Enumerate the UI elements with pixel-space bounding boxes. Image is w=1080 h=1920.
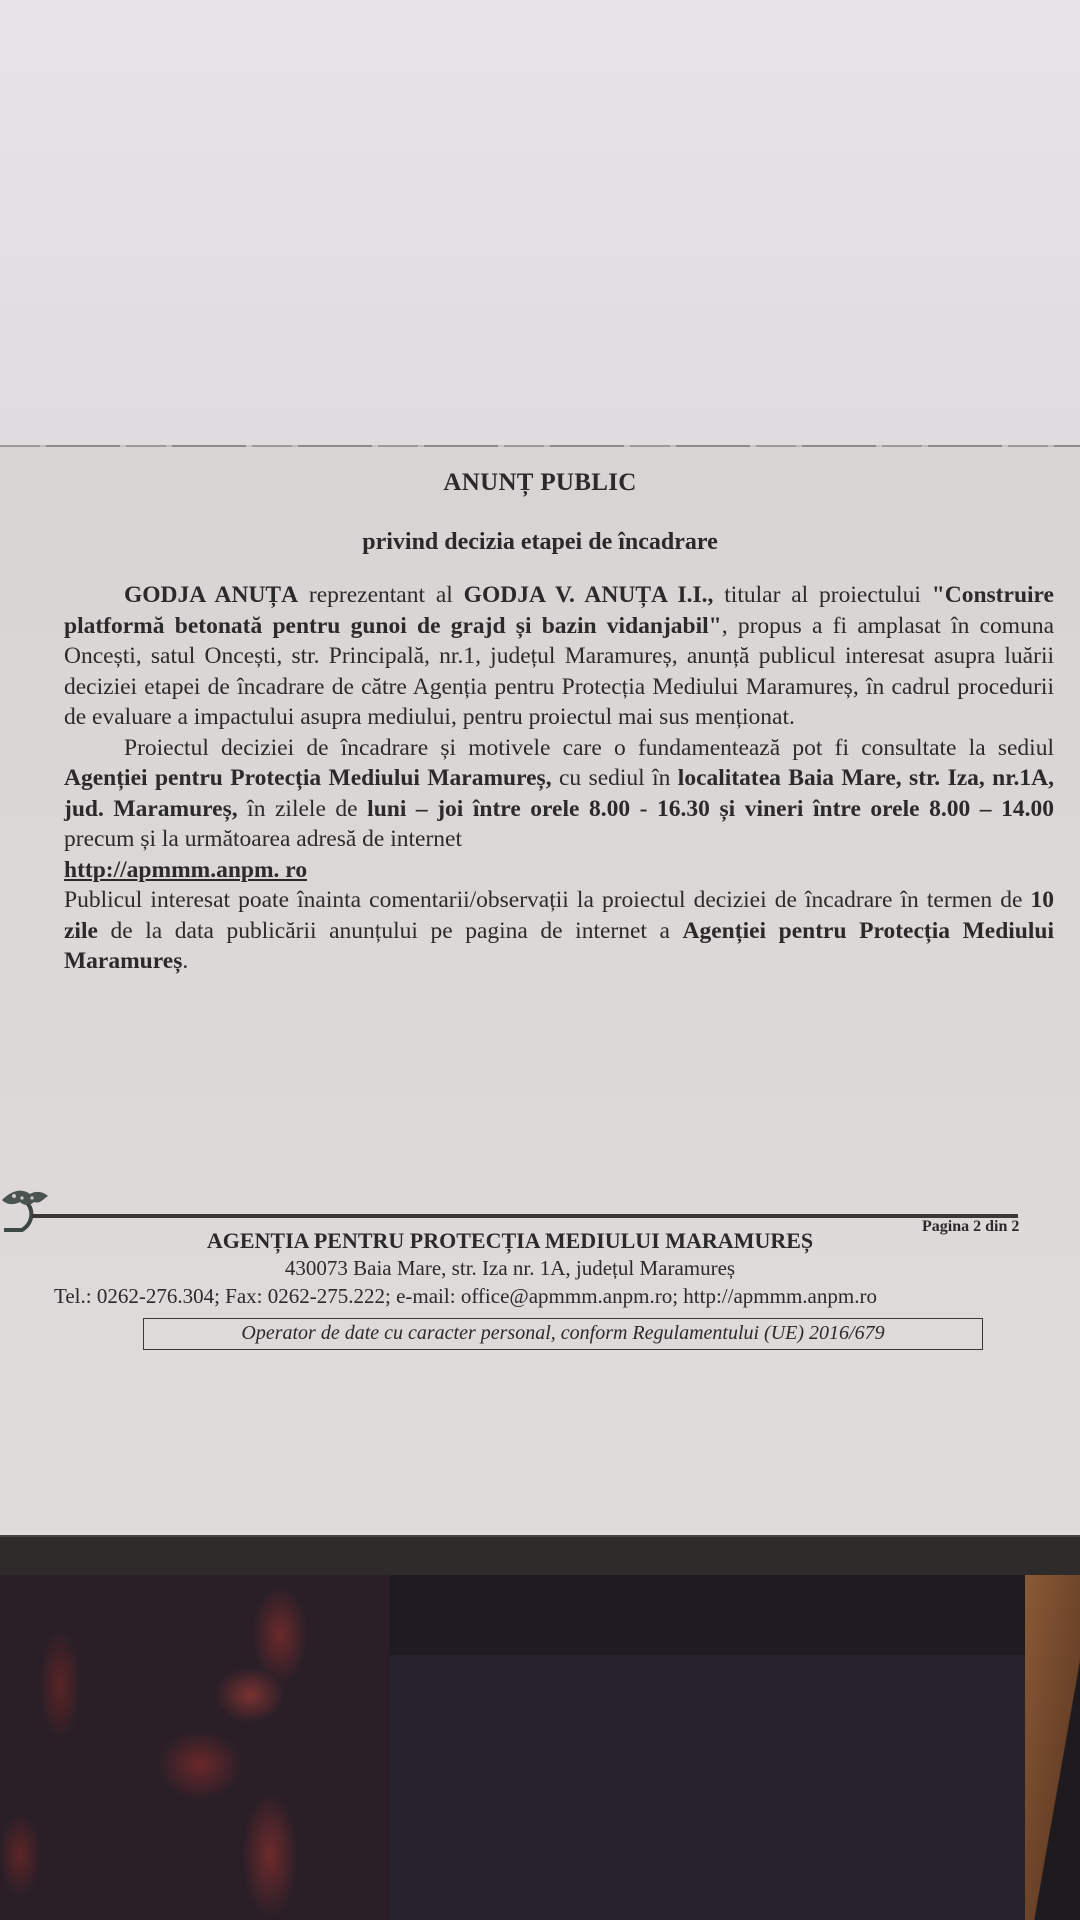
paper-stack-edge (0, 1535, 1080, 1575)
agency-name: Agenției pentru Protecția Mediului Maramureș, (64, 765, 552, 791)
agency-url-link[interactable]: http://apmmm.anpm. ro (64, 856, 308, 883)
page-number: Pagina 2 din 2 (922, 1218, 1020, 1235)
footer-divider (32, 1214, 1018, 1218)
page-title: ANUNȚ PUBLIC (443, 469, 637, 496)
agency-tree-logo-icon (0, 1160, 50, 1232)
agency-location: localitatea Baia Mare, str. Iza, nr.1A, jud. Maramureș, (64, 765, 1055, 822)
shadow (390, 1575, 1040, 1655)
notice-body (64, 580, 1054, 977)
paper-top-blank (0, 0, 1080, 448)
footer-address: 430073 Baia Mare, str. Iza nr. 1A, județul Maramureș (284, 1256, 736, 1280)
background-fabric (0, 1575, 1080, 1920)
office-schedule: luni – joi între orele 8.00 - 16.30 și vineri între orele 8.00 – 14.00 (367, 795, 1054, 822)
paragraph-comments: Publicul interesat poate înainta comentarii/observații la proiectul deciziei de încadrare în termen de 10 zile de la data publicării anunțului pe pagina de internet a Agenției pentru Protecția Mediului Maramureș. (64, 887, 1054, 974)
footer-contact: Tel.: 0262-276.304; Fax: 0262-275.222; e-mail: office@apmmm.anpm.ro; http://apmmm.anpm.ro (54, 1284, 877, 1308)
wooden-surface (1025, 1575, 1080, 1920)
paragraph-announcement: GODJA ANUȚA reprezentant al GODJA V. ANUȚA I.I., titular al proiectului "Construire platformă betonată pentru gunoi de grajd și bazin vidanjabil", propus a fi amplasat în comuna Oncești, satul Oncești, str. Principală, nr.1, județul Maramureș, anunță publicul interesat asupra luării deciziei etapei de încadrare de către Agenția pentru Protecția Mediului Maramureș, în cadrul procedurii de evaluare a impactului asupra mediului, pentru proiectul mai sus menționat. (64, 582, 1054, 730)
applicant-name: GODJA ANUȚA (124, 582, 299, 608)
page-subtitle: privind decizia etapei de încadrare (362, 529, 718, 555)
floral-pattern (0, 1575, 390, 1920)
footer-agency-name: AGENȚIA PENTRU PROTECȚIA MEDIULUI MARAMUREȘ (206, 1228, 814, 1253)
project-name: "Construire platformă betonată pentru gunoi de grajd și bazin vidanjabil" (64, 582, 1054, 639)
comment-deadline: 10 zile (64, 887, 1054, 944)
agency-name-2: Agenției pentru Protecția Mediului Maramureș (64, 917, 1054, 974)
paragraph-consultation: Proiectul deciziei de încadrare și motivele care o fundamentează pot fi consultate la sediul Agenției pentru Protecția Mediului Maramureș, cu sediul în localitatea Baia Mare, str. Iza, nr.1A, jud. Maramureș, în zilele de luni – joi între orele 8.00 - 16.30 și vineri între orele 8.00 – 14.00 precum și la următoarea adresă de internet http://apmmm.anpm. ro (64, 734, 1055, 883)
gdpr-notice-box: Operator de date cu caracter personal, conform Regulamentului (UE) 2016/679 (143, 1318, 983, 1350)
company-name: GODJA V. ANUȚA I.I., (463, 582, 714, 608)
